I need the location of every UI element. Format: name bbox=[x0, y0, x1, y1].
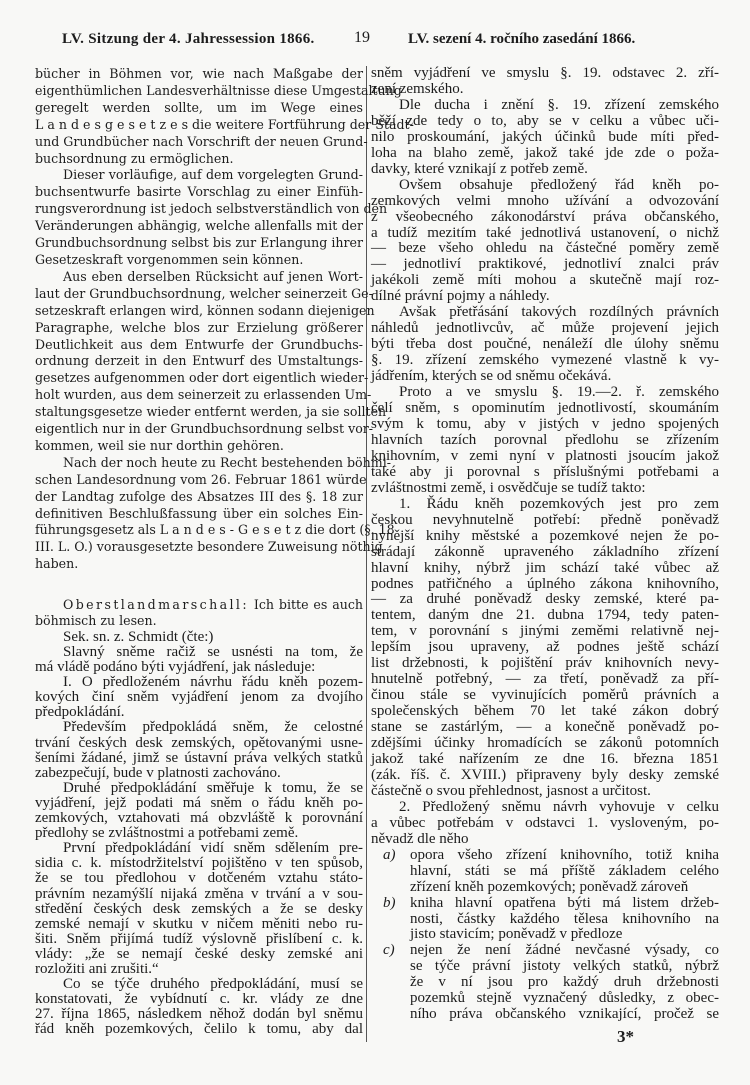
text-line: 1. Řádu kněh pozemkových jest pro zem bbox=[399, 495, 719, 512]
text-line: středění českých desk zemských a že se desky bbox=[35, 900, 363, 917]
paragraph bbox=[35, 720, 363, 780]
text-line: 2. Předložený sněmu návrh vyhovuje v celku bbox=[399, 798, 719, 815]
text-line: jádřením, kterých se od sněmu očekává. bbox=[371, 368, 612, 385]
text-line: hlavní knihy, nýbrž jim schází také vůbec až bbox=[371, 559, 719, 576]
text-line: z všeobecného zákonodárství práva občanského, bbox=[371, 208, 719, 225]
text-line: hlavních tazích porovnal předlohu se zřízením bbox=[371, 431, 719, 448]
text-line: setzeskraft erlangen wird, können sodann diejenigen bbox=[35, 302, 375, 318]
text-line: stane se zastárlým, — a konečně poněvadž po- bbox=[371, 719, 719, 736]
text-line: loha na blaho země, jakož také jde zde o poža- bbox=[371, 144, 719, 161]
text-line: že v ní jsou pro každý druh držebnosti bbox=[410, 974, 719, 991]
text-line: Proto a ve smyslu §. 19.—2. ř. zemského bbox=[399, 384, 719, 401]
text-line: — jednotliví praktikové, jednotliví znalci práv bbox=[371, 256, 719, 273]
czech-translation bbox=[35, 645, 363, 1037]
text-line: zemkových velmi mnoho užívání a odvozování bbox=[371, 192, 719, 209]
text-line: První předpokládání vidí sněm sdělením pre- bbox=[63, 840, 363, 857]
text-line: zemkových, vztahovati má obzvláště k porovnání bbox=[35, 810, 363, 827]
text-line: a vůbec potřebám v odstavci 1. vysloveným, po- bbox=[371, 814, 719, 831]
text-line: šeními žádané, jimž se ústavní práva velkých statků bbox=[35, 749, 363, 766]
text-line: lepším jsou upraveny, až podnes ještě schází bbox=[371, 639, 719, 656]
text-line: tentem, daným dne 21. dubna 1794, tedy paten- bbox=[371, 607, 719, 624]
text-line: definitiven Beschlußfassung über ein solches Ein- bbox=[35, 505, 363, 521]
text-line: bücher in Böhmen vor, wie nach Maßgabe der bbox=[35, 66, 363, 81]
text-line: davky, které vznikají z potřeb země. bbox=[371, 160, 588, 177]
text-line: III. L. O.) vorausgesetzte besondere Zuweisung nöthig bbox=[35, 539, 383, 555]
text-line: jakékoli země míti mohou a skutečně mají roz- bbox=[371, 272, 719, 289]
text-line: sněm vyjádření ve smyslu §. 19. odstavec 2. zří- bbox=[371, 65, 719, 81]
text-line: Paragraphe, welche blos zur Erzielung größerer bbox=[35, 319, 363, 335]
text-line: der Landtag zufolge des Absatzes III des §. 18 zur bbox=[35, 488, 363, 504]
left-column-czech bbox=[35, 596, 363, 1037]
text-line: vlády: „že se nemají české desky zemské ani bbox=[35, 945, 363, 962]
signature-mark: 3* bbox=[617, 1027, 634, 1046]
text-line: činou stále se vyvinujících poměrů právních a bbox=[371, 687, 719, 704]
paragraph bbox=[35, 167, 388, 268]
text-line: kommen, weil sie nur dorthin gehören. bbox=[35, 437, 284, 453]
text-line: Ovšem obsahuje předložený řád kněh po- bbox=[399, 176, 719, 193]
running-header-german: LV. Sitzung der 4. Jahressession 1866. bbox=[62, 31, 315, 47]
text-line: zení zemského. bbox=[371, 80, 464, 97]
text-line: má vládě podáno býti vyjádření, jak následuje: bbox=[35, 659, 316, 676]
text-line: buchsordnung zu ermöglichen. bbox=[35, 150, 234, 166]
paragraph bbox=[35, 66, 414, 167]
text-line: geregelt werden sollte, um im Wege eines bbox=[35, 99, 363, 115]
text-line: vyjádření, jejž podati má sněm o řádu kněh po- bbox=[35, 794, 363, 811]
paragraph bbox=[371, 497, 719, 800]
text-line: buchsentwurfe basirte Vorschlag zu einer Einfüh- bbox=[35, 184, 363, 200]
paragraph bbox=[371, 98, 719, 178]
paragraph bbox=[35, 781, 363, 841]
text-line: trvání českých desk zemských, opětovanými usne- bbox=[35, 734, 363, 751]
text-line: list držebnosti, k pojištění práv knihovních nevy- bbox=[371, 655, 719, 672]
text-line: L a n d e s g e s e t z e s die weitere Fortführung der Stadt- bbox=[35, 116, 414, 132]
text-line: býti třeba dost poučné, nenáleží dle úlohy sněmu bbox=[371, 336, 719, 353]
text-line: hnutelně potřebný, — za třetí, poněvadž za pří- bbox=[371, 671, 719, 688]
text-line: staltungsgesetze wieder entfernt werden, ja sie sollten bbox=[35, 404, 387, 420]
paragraph bbox=[35, 841, 363, 977]
text-line: dílné právní pojmy a náhledy. bbox=[371, 288, 550, 305]
paragraph bbox=[35, 675, 363, 720]
text-line: nynější knihy městské a pozemkové nejen že po- bbox=[371, 527, 719, 544]
text-line: holt wurden, aus dem seinerzeit zu erlassenden Um- bbox=[35, 387, 372, 403]
text-line: a tudíž mezitím také jednotlivá ustanovení, o nichž bbox=[371, 224, 719, 241]
text-line: — za druhé poněvadž desky zemské, které pa- bbox=[371, 591, 719, 608]
text-line: strádají zákonně upraveného základního zřízení bbox=[371, 543, 719, 560]
text-line: nilo proskoumání, jakých účinků bude míti před- bbox=[371, 128, 719, 145]
page-number: 19 bbox=[354, 29, 370, 46]
text-line: konstatovati, že vybídnutí c. kr. vlády ze dne bbox=[35, 991, 363, 1008]
text-line: pozemků stejně vyznačený důsledky, z obec- bbox=[410, 990, 719, 1007]
paragraph bbox=[371, 385, 719, 497]
list-item-label: a) bbox=[383, 846, 396, 863]
text-line: knihovním, v zemi nyní v platnosti jsoucím jakož bbox=[371, 447, 719, 464]
speaker-line bbox=[35, 596, 363, 613]
text-line: čelí sněm, s opominutím jednotlivostí, skoumáním bbox=[371, 400, 719, 417]
text-line: podnes patřičného a úplného zákona knihovního, bbox=[371, 575, 719, 592]
text-line: zdějšími účinky hromadících se zákonů potomních bbox=[371, 735, 719, 752]
text-line: svým k tomu, aby v jistých v jedno spojených bbox=[371, 415, 719, 432]
text-line: Avšak přetřásání takových rozdílných právních bbox=[399, 304, 719, 321]
text-line: Veränderungen abhängig, welche allenfalls mit der bbox=[35, 218, 363, 234]
text-line: předpokládání. bbox=[35, 704, 125, 721]
text-line: Deutlichkeit aus dem Entwurfe der Grundbuchs- bbox=[35, 336, 363, 352]
text-line: rozložiti ani zrušiti.“ bbox=[35, 960, 159, 977]
text-line: eigentlich nur in der Grundbuchsordnung selbst vor- bbox=[35, 421, 374, 437]
text-line: Gesetzeskraft vorgenommen sein können. bbox=[35, 251, 304, 267]
paragraph bbox=[35, 977, 363, 1037]
text-line: Slavný sněme račiž se usnésti na tom, že bbox=[63, 644, 363, 660]
text-line: kniha hlavní opatřena býti má listem držeb- bbox=[410, 894, 719, 911]
paragraph bbox=[371, 178, 719, 306]
left-column-german bbox=[35, 66, 414, 573]
text-line: nejen že není žádné nevčasné výsady, co bbox=[410, 942, 719, 959]
paragraph bbox=[35, 645, 363, 675]
text-line: společenských během 70 let také zákon dobrý bbox=[371, 703, 719, 720]
text-line: sidia c. k. místodržitelství pojištěno v ten spůsob, bbox=[35, 855, 363, 872]
running-header-czech: LV. sezení 4. ročního zasedání 1866. bbox=[408, 31, 636, 47]
paragraph bbox=[371, 305, 719, 385]
text-line: ního práva občanského vznikající, pročež se bbox=[410, 1006, 719, 1023]
text-line: se týče právní jistoty velkých statků, nýbrž bbox=[410, 958, 719, 975]
paragraph bbox=[371, 66, 719, 98]
text-line: eigenthümlichen Landesverhältnisse diese Umgestaltung bbox=[35, 82, 402, 98]
list-item-label: c) bbox=[383, 942, 395, 959]
text-line: schen Landesordnung vom 26. Februar 1861 würde bbox=[35, 471, 367, 487]
text-line: Dieser vorläufige, auf dem vorgelegten Grund- bbox=[63, 167, 363, 183]
text-line: jakož také nařízením ze dne 16. března 1851 bbox=[371, 750, 719, 767]
text-line: tem, v porovnání s jinými zeměmi relativně nej- bbox=[371, 623, 719, 640]
speaker-line: böhmisch zu lesen. bbox=[35, 613, 157, 628]
text-line: řád kněh pozemkových, čelilo k tomu, aby dal bbox=[35, 1021, 363, 1038]
text-line: Především předpokládá sněm, že celostné bbox=[63, 719, 363, 736]
paragraph bbox=[35, 268, 387, 455]
text-line: — beze všeho ohledu na částečné poměry země bbox=[371, 240, 719, 257]
secretary-line: Sek. sn. z. Schmidt (čte:) bbox=[63, 629, 214, 645]
text-line: Dle ducha i znění §. 19. zřízení zemského bbox=[399, 96, 719, 113]
right-column-czech bbox=[371, 66, 719, 1023]
text-line: (zák. říš. č. XVIII.) připraveny byly desky zemské bbox=[371, 766, 719, 783]
text-line: und Grundbücher nach Vorschrift der neuen Grund- bbox=[35, 133, 368, 149]
text-line: právním nezamýšlí nijaká změna v trvání a v sou- bbox=[35, 885, 363, 902]
text-line: I. O předloženém návrhu řádu kněh pozem- bbox=[63, 674, 363, 691]
text-line: laut der Grundbuchsordnung, welcher seinerzeit Ge- bbox=[35, 285, 373, 301]
text-line: kových činí sněm vyjádření jenom za dvojího bbox=[35, 689, 363, 706]
text-line: rungsverordnung ist jedoch selbstverständlich von den bbox=[35, 201, 388, 217]
text-line: opora všeho zřízení knihovního, totiž kniha bbox=[410, 846, 719, 863]
text-line: českou nevyhnutelně potřebí: předně poněvadž bbox=[371, 511, 719, 528]
text-line: předlohy se zvláštnostmi a potřebami země. bbox=[35, 825, 299, 842]
paragraph bbox=[371, 800, 719, 848]
text-line: Nach der noch heute zu Recht bestehenden böhmi- bbox=[63, 454, 391, 470]
paragraph bbox=[35, 454, 395, 573]
list-item bbox=[371, 848, 719, 896]
text-line: zvláštnostmi země, i osvědčuje se tudíž takto: bbox=[371, 479, 646, 496]
text-line: ordnung derzeit in den Entwurf des Umstaltungs- bbox=[35, 353, 363, 369]
text-line: nosti, částky každého tělesa knihovního na bbox=[410, 910, 719, 927]
text-line: jisto stavicím; poněvadž v předloze bbox=[410, 926, 623, 943]
list-item bbox=[371, 943, 719, 1023]
text-line: §. 19. zřízení zemského vymezené vlastně k vy- bbox=[371, 352, 719, 369]
text-line: zabezpečují, bude v platnosti zachováno. bbox=[35, 764, 281, 781]
text-line: částečně o svou přehlednost, jasnost a určitost. bbox=[371, 782, 651, 799]
text-line: gesetzes aufgenommen oder dort eigentlich wieder- bbox=[35, 370, 369, 386]
speaker-text: Ich bitte es auch bbox=[253, 597, 363, 612]
text-line: šiti. Sněm přijímá tudíž výslovně přislíbení c. k. bbox=[35, 930, 363, 947]
speaker-name: Oberstlandmarschall: bbox=[63, 597, 249, 612]
list-item-label: b) bbox=[383, 894, 396, 911]
text-line: Grundbuchsordnung selbst bis zur Erlangung ihrer bbox=[35, 235, 363, 251]
text-line: Aus eben derselben Rücksicht auf jenen Wort- bbox=[63, 268, 363, 284]
text-line: něvadž dle něho bbox=[371, 830, 469, 847]
text-line: zemské nemají v skutku v ničem měniti nebo ru- bbox=[35, 915, 363, 932]
text-line: zřízení kněh pozemkových; poněvadž zároveň bbox=[410, 878, 689, 895]
text-line: běží zde tedy o to, aby se v celku a vůbec uči- bbox=[371, 112, 719, 129]
text-line: führungsgesetz als L a n d e s - G e s e t z die dort (§. 18 bbox=[35, 522, 395, 538]
text-line: hlavní, státi se má příště základem celého bbox=[410, 862, 719, 879]
text-line: Co se týče druhého předpokládání, musí se bbox=[63, 976, 363, 993]
text-line: že se tou předlohou v dotčeném vztahu státo- bbox=[35, 870, 363, 887]
text-line: náhledů jednotlivcův, ač může projevení jejich bbox=[371, 320, 719, 337]
text-line: haben. bbox=[35, 556, 79, 572]
list-item bbox=[371, 896, 719, 944]
text-line: také aby ji porovnal s příslušnými potřebami a bbox=[371, 463, 719, 480]
text-line: Druhé předpokládání směřuje k tomu, že se bbox=[63, 779, 363, 796]
text-line: 27. října 1865, následkem něhož dodán byl sněmu bbox=[35, 1006, 363, 1023]
